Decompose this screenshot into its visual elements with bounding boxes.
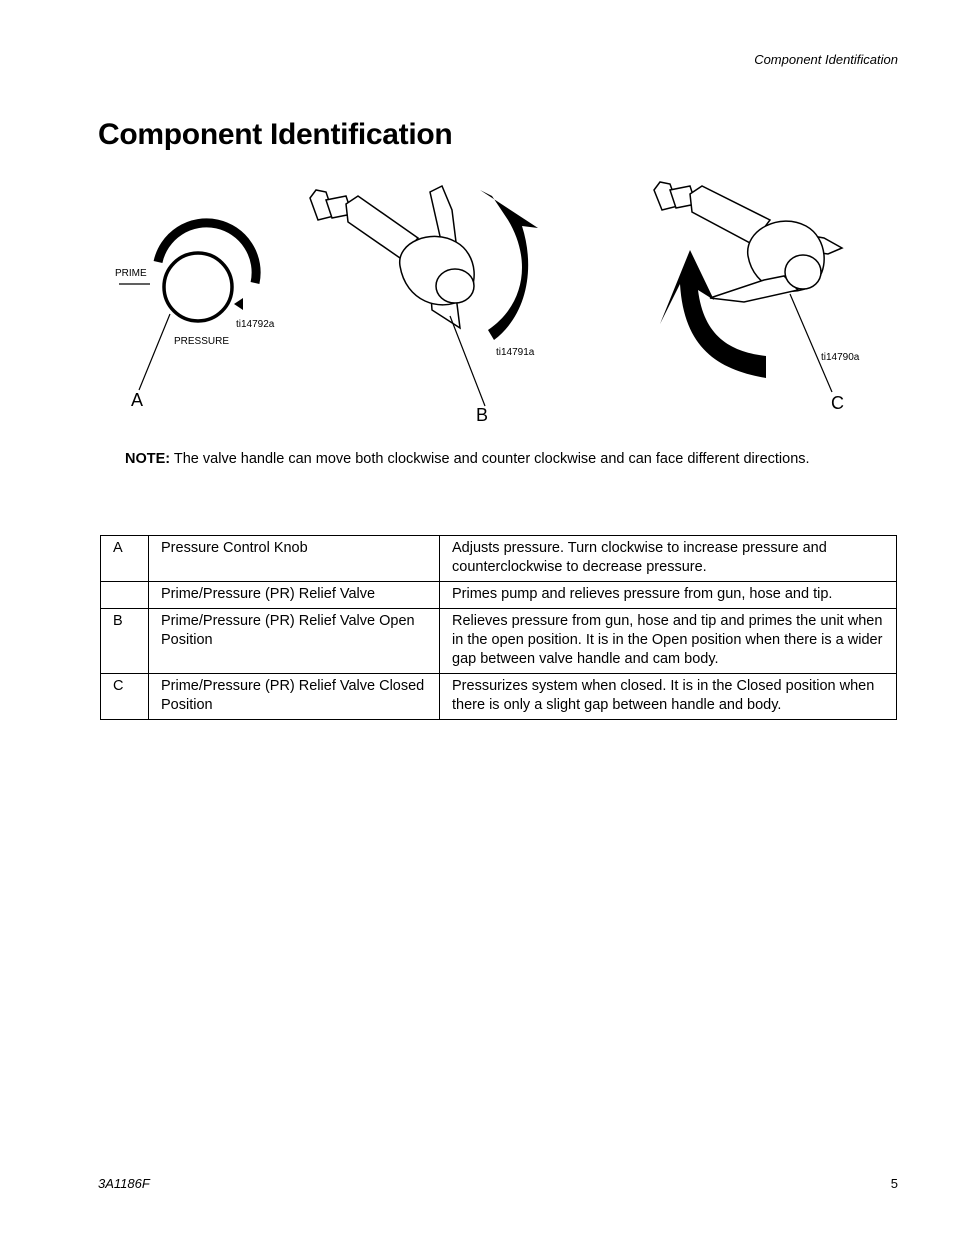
component-cell: Prime/Pressure (PR) Relief Valve <box>149 582 440 609</box>
table-row <box>101 582 897 609</box>
callout-line-c <box>790 294 832 392</box>
figure-id-c: ti14790a <box>821 352 860 363</box>
pressure-label: PRESSURE <box>174 336 230 347</box>
description-cell: Primes pump and relieves pressure from gun, hose and tip. <box>440 582 897 609</box>
note-label: NOTE: <box>125 451 171 467</box>
component-table <box>100 535 897 720</box>
knob-dial <box>164 253 232 321</box>
note <box>125 450 905 468</box>
callout-b: B <box>476 405 489 425</box>
pressure-knob-illustration <box>119 223 256 390</box>
description-cell: Pressurizes system when closed. It is in the Closed position when there is only a slight gap between handle and body. <box>440 674 897 720</box>
prime-label: PRIME <box>115 268 147 279</box>
callout-a: A <box>131 390 144 410</box>
callout-line-b <box>450 316 485 406</box>
note-text: The valve handle can move both clockwise and counter clockwise and can face different directions. <box>173 451 810 467</box>
running-header: Component Identification <box>754 52 898 67</box>
ref-cell: B <box>101 609 149 674</box>
table-row <box>101 536 897 582</box>
rotate-closed-arrow <box>660 250 766 378</box>
callout-c: C <box>831 393 844 413</box>
figure-id-a: ti14792a <box>236 319 275 330</box>
ref-cell: C <box>101 674 149 720</box>
table-row <box>101 674 897 720</box>
figure-id-b: ti14791a <box>496 347 535 358</box>
ref-cell <box>101 582 149 609</box>
rotate-open-arrow <box>480 190 538 340</box>
doc-number: 3A1186F <box>98 1176 150 1191</box>
ref-cell: A <box>101 536 149 582</box>
table-row <box>101 609 897 674</box>
component-cell: Prime/Pressure (PR) Relief Valve Open Position <box>149 609 440 674</box>
callout-line-a <box>139 314 170 390</box>
page-number: 5 <box>890 1176 898 1191</box>
component-cell: Pressure Control Knob <box>149 536 440 582</box>
page-title: Component Identification <box>98 118 453 151</box>
valve-open-illustration <box>310 186 474 328</box>
component-figure <box>100 180 900 430</box>
description-cell: Adjusts pressure. Turn clockwise to increase pressure and counterclockwise to decrease pressure. <box>440 536 897 582</box>
component-cell: Prime/Pressure (PR) Relief Valve Closed Position <box>149 674 440 720</box>
description-cell: Relieves pressure from gun, hose and tip and primes the unit when in the open position. It is in the Open position when there is a wider gap between valve handle and cam body. <box>440 609 897 674</box>
